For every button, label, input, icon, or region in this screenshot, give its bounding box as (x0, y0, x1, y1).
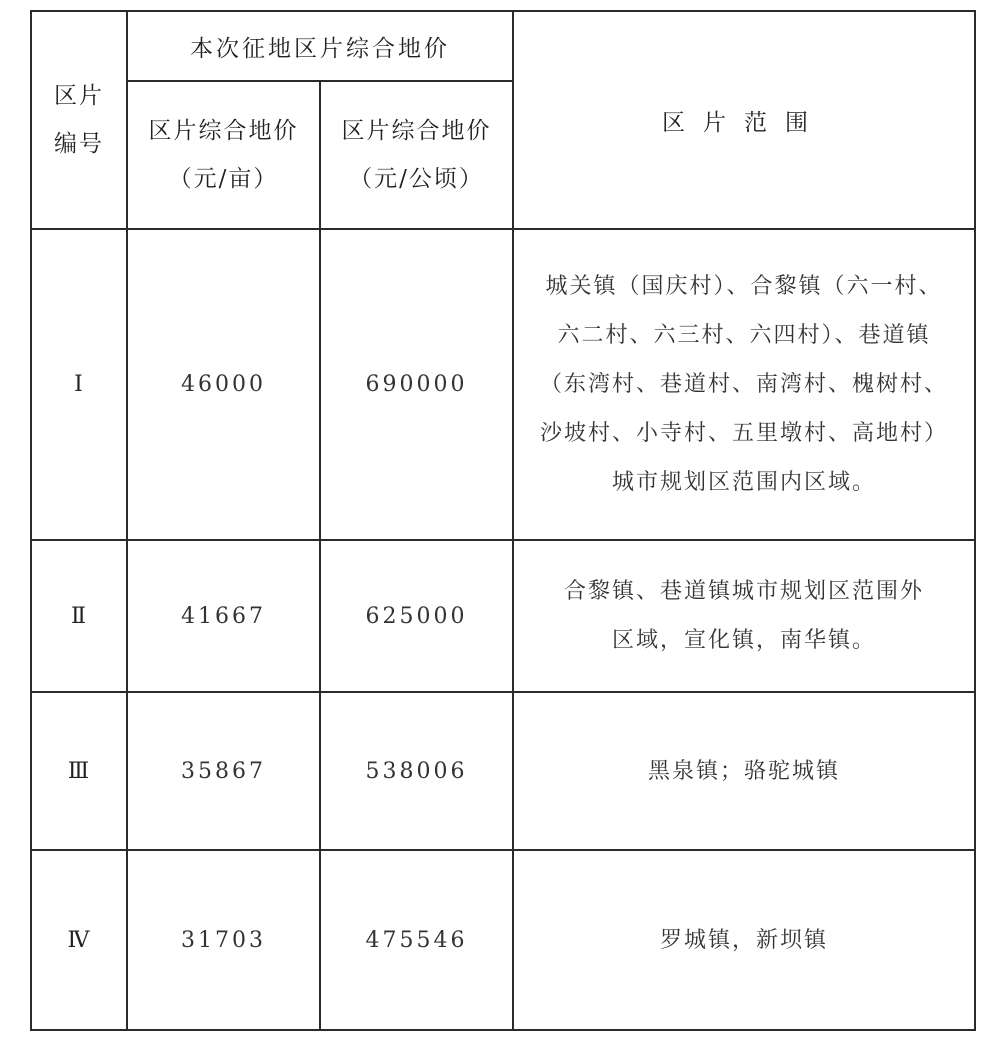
header-row-top (31, 11, 975, 81)
zone-id: Ⅰ (31, 229, 127, 540)
zone-range (513, 229, 975, 540)
header-price-per-mu-line1: 区片综合地价 (148, 118, 299, 144)
table-row (31, 540, 975, 692)
header-price-per-mu (127, 81, 320, 229)
price-per-hectare: 475546 (320, 850, 513, 1030)
zone-range-line: 城关镇（国庆村）、合黎镇（六一村、 (545, 274, 943, 299)
price-per-mu: 41667 (127, 540, 320, 692)
header-group-title: 本次征地区片综合地价 (127, 11, 513, 81)
price-per-mu: 35867 (127, 692, 320, 850)
price-per-hectare: 625000 (320, 540, 513, 692)
price-per-mu: 31703 (127, 850, 320, 1030)
land-price-table (30, 10, 976, 1031)
zone-range-line: 沙坡村、小寺村、五里墩村、高地村） (539, 421, 948, 446)
zone-range-line: 区域，宣化镇，南华镇。 (611, 628, 876, 653)
header-price-per-hectare-line2: （元/公顷） (349, 166, 484, 192)
zone-range-line: 黑泉镇；骆驼城镇 (647, 758, 840, 784)
zone-id: Ⅳ (31, 850, 127, 1030)
zone-range-line: 城市规划区范围内区域。 (611, 470, 876, 495)
header-zone-id-line1: 区片 (54, 83, 104, 109)
table-row (31, 229, 975, 540)
zone-range-line: 合黎镇、巷道镇城市规划区范围外 (563, 579, 924, 604)
zone-range (513, 692, 975, 850)
zone-range-line: 六二村、六三村、六四村）、巷道镇 (557, 323, 931, 348)
header-zone-id-line2: 编号 (54, 131, 104, 157)
zone-id: Ⅱ (31, 540, 127, 692)
header-price-per-hectare-line1: 区片综合地价 (341, 118, 492, 144)
zone-range-line: （东湾村、巷道村、南湾村、槐树村、 (539, 372, 948, 397)
header-zone-id (31, 11, 127, 229)
zone-range (513, 850, 975, 1030)
price-per-hectare: 690000 (320, 229, 513, 540)
zone-id: Ⅲ (31, 692, 127, 850)
header-range: 区片范围 (513, 11, 975, 229)
table-row (31, 850, 975, 1030)
zone-range (513, 540, 975, 692)
price-per-hectare: 538006 (320, 692, 513, 850)
table-row (31, 692, 975, 850)
price-per-mu: 46000 (127, 229, 320, 540)
header-price-per-hectare (320, 81, 513, 229)
zone-range-line: 罗城镇，新坝镇 (659, 927, 828, 953)
header-price-per-mu-line2: （元/亩） (168, 166, 279, 192)
